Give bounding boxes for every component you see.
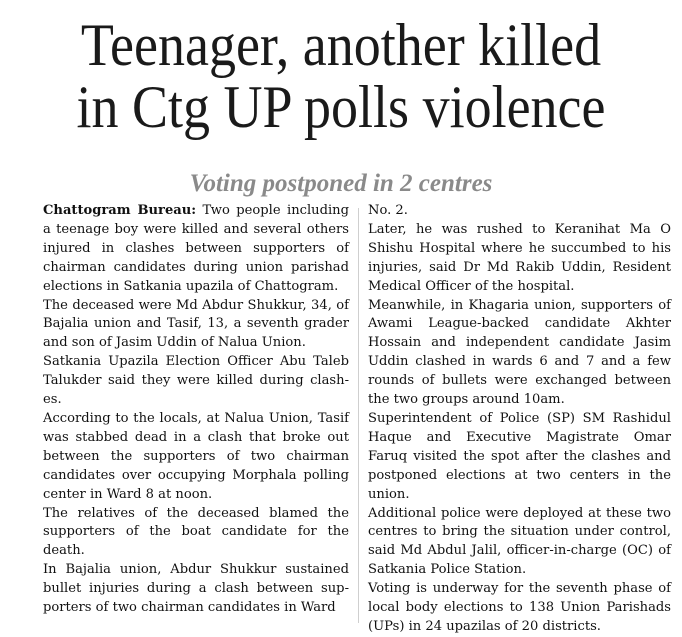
headline: [34, 14, 648, 138]
paragraph: In Bajalia union, Abdur Shukkur sustained bullet injuries during a clash between supporters of two chairman candidates in Ward: [43, 562, 349, 616]
column-divider: [358, 208, 359, 623]
paragraph: Superintendent of Police (SP) SM Rashidul Haque and Executive Magistrate Omar Faruq visited the spot after the clashes and postponed elections at two centers in the union.: [368, 410, 671, 502]
paragraph: The relatives of the deceased blamed the supporters of the boat candidate for the death.: [43, 505, 349, 559]
headline-line-2: in Ctg UP polls violence: [76, 74, 606, 140]
paragraph: Satkania Upazila Election Officer Abu Taleb Talukder said they were killed during clashes.: [43, 354, 349, 408]
headline-line-1: Teenager, another killed: [80, 12, 602, 78]
subheadline: Voting postponed in 2 centres: [189, 170, 493, 197]
paragraph: No. 2.: [368, 203, 408, 218]
paragraph: The deceased were Md Abdur Shukkur, 34, of Bajalia union and Tasif, 13, a seventh grader and son of Jasim Uddin of Nalua Union.: [43, 297, 349, 351]
paragraph-text: Two people including a teenage boy were killed and several others injured in clashes between supporters of chairman candidates during union parishad elections in Satkania upazila of Chattogram.: [43, 203, 349, 294]
dateline: Chattogram Bureau:: [43, 203, 197, 218]
paragraph: [43, 202, 349, 297]
paragraph: Additional police were deployed at these two centres to bring the situation under control, said Md Abdul Jalil, officer-in-charge (OC) of Satkania Police Station.: [368, 505, 671, 578]
paragraph: Later, he was rushed to Keranihat Ma O Shishu Hospital where he succumbed to his injuries, said Dr Md Rakib Uddin, Resident Medical Officer of the hospital.: [368, 221, 671, 294]
paragraph: Voting is underway for the seventh phase of local body elections to 138 Union Parishads (UPs) in 24 upazilas of 20 districts.: [368, 581, 671, 634]
paragraph: Meanwhile, in Khagaria union, supporters of Awami League-backed candidate Akhter Hossain and independent candidate Jasim Uddin clashed in wards 6 and 7 and a few rounds of bullets were exchanged between the two groups around 10am.: [368, 297, 671, 408]
article-column-1: [43, 202, 349, 618]
article-column-2: [368, 202, 671, 637]
paragraph: According to the locals, at Nalua Union, Tasif was stabbed dead in a clash that broke out between the supporters of two chairman candidates over occupying Morphala polling center in Ward 8 at noon.: [43, 410, 349, 502]
